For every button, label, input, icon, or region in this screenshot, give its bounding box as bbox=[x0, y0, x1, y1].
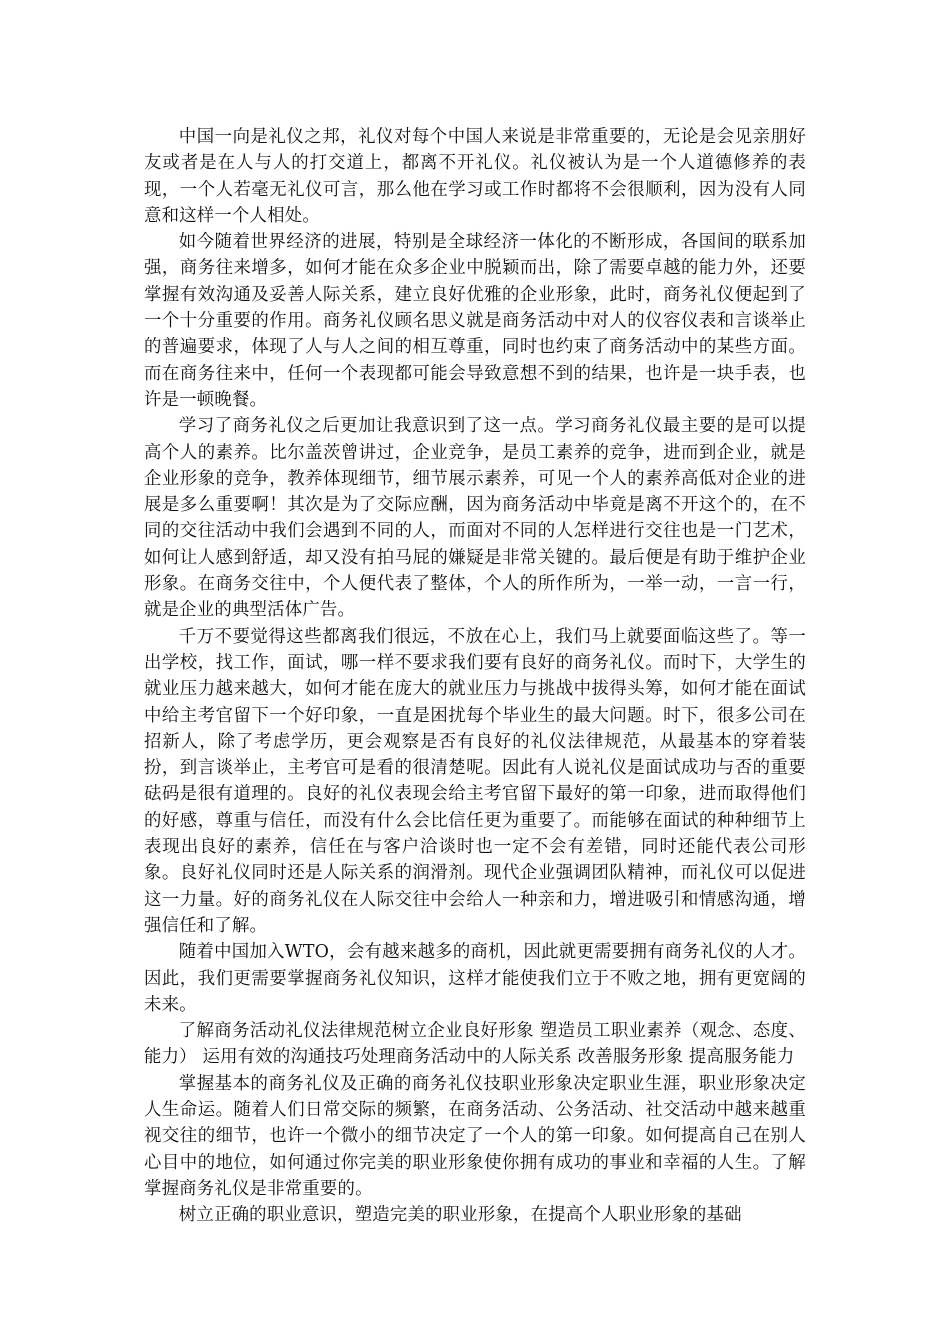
document-page bbox=[144, 124, 806, 1228]
paragraph-8: 树立正确的职业意识，塑造完美的职业形象，在提高个人职业形象的基础 bbox=[178, 1205, 742, 1226]
paragraph-7: 掌握基本的商务礼仪及正确的商务礼仪技职业形象决定职业生涯，职业形象决定人生命运。随着人们日常交际的频繁，在商务活动、公务活动、社交活动中越来越重视交往的细节，也许一个微小的细节决定了一个人的第一印象。如何提高自己在别人心目中的地位，如何通过你完美的职业形象使你拥有成功的事业和幸福的人生。了解掌握商务礼仪是非常重要的。 bbox=[144, 1073, 806, 1199]
paragraph-5: 随着中国加入WTO，会有越来越多的商机，因此就更需要拥有商务礼仪的人才。因此，我们更需要掌握商务礼仪知识，这样才能使我们立于不败之地，拥有更宽阔的未来。 bbox=[144, 942, 806, 1015]
paragraph-3: 学习了商务礼仪之后更加让我意识到了这一点。学习商务礼仪最主要的是可以提高个人的素养。比尔盖茨曾讲过，企业竞争，是员工素养的竞争，进而到企业，就是企业形象的竞争，教养体现细节，细节展示素养，可见一个人的素养高低对企业的进展是多么重要啊！其次是为了交际应酬，因为商务活动中毕竟是离不开这个的，在不同的交往活动中我们会遇到不同的人，而面对不同的人怎样进行交往也是一门艺术，如何让人感到舒适，却又没有拍马屁的嫌疑是非常关键的。最后便是有助于维护企业形象。在商务交往中，个人便代表了整体，个人的所作所为，一举一动，一言一行，就是企业的典型活体广告。 bbox=[144, 416, 806, 621]
paragraph-1: 中国一向是礼仪之邦，礼仪对每个中国人来说是非常重要的，无论是会见亲朋好友或者是在人与人的打交道上，都离不开礼仪。礼仪被认为是一个人道德修养的表现，一个人若毫无礼仪可言，那么他在学习或工作时都将不会很顺利，因为没有人同意和这样一个人相处。 bbox=[144, 127, 806, 226]
paragraph-4: 千万不要觉得这些都离我们很远，不放在心上，我们马上就要面临这些了。等一出学校，找工作，面试，哪一样不要求我们要有良好的商务礼仪。而时下，大学生的就业压力越来越大，如何才能在庞大的就业压力与挑战中拔得头筹，如何才能在面试中给主考官留下一个好印象，一直是困扰每个毕业生的最大问题。时下，很多公司在招新人，除了考虑学历，更会观察是否有良好的礼仪法律规范，从最基本的穿着装扮，到言谈举止，主考官可是看的很清楚呢。因此有人说礼仪是面试成功与否的重要砝码是很有道理的。良好的礼仪表现会给主考官留下最好的第一印象，进而取得他们的好感，尊重与信任，而没有什么会比信任更为重要了。而能够在面试的种种细节上表现出良好的素养，信任在与客户洽谈时也一定不会有差错，同时还能代表公司形象。良好礼仪同时还是人际关系的润滑剂。现代企业强调团队精神，而礼仪可以促进这一力量。好的商务礼仪在人际交往中会给人一种亲和力，增进吸引和情感沟通，增强信任和了解。 bbox=[144, 626, 806, 936]
paragraph-2: 如今随着世界经济的进展，特别是全球经济一体化的不断形成，各国间的联系加强，商务往来增多，如何才能在众多企业中脱颖而出，除了需要卓越的能力外，还要掌握有效沟通及妥善人际关系，建立良好优雅的企业形象，此时，商务礼仪便起到了一个十分重要的作用。商务礼仪顾名思义就是商务活动中对人的仪容仪表和言谈举止的普遍要求，体现了人与人之间的相互尊重，同时也约束了商务活动中的某些方面。而在商务往来中，任何一个表现都可能会导致意想不到的结果，也许是一块手表，也许是一顿晚餐。 bbox=[144, 232, 806, 410]
paragraph-6: 了解商务活动礼仪法律规范树立企业良好形象 塑造员工职业素养（观念、态度、能力） 运用有效的沟通技巧处理商务活动中的人际关系 改善服务形象 提高服务能力 bbox=[144, 1021, 806, 1068]
